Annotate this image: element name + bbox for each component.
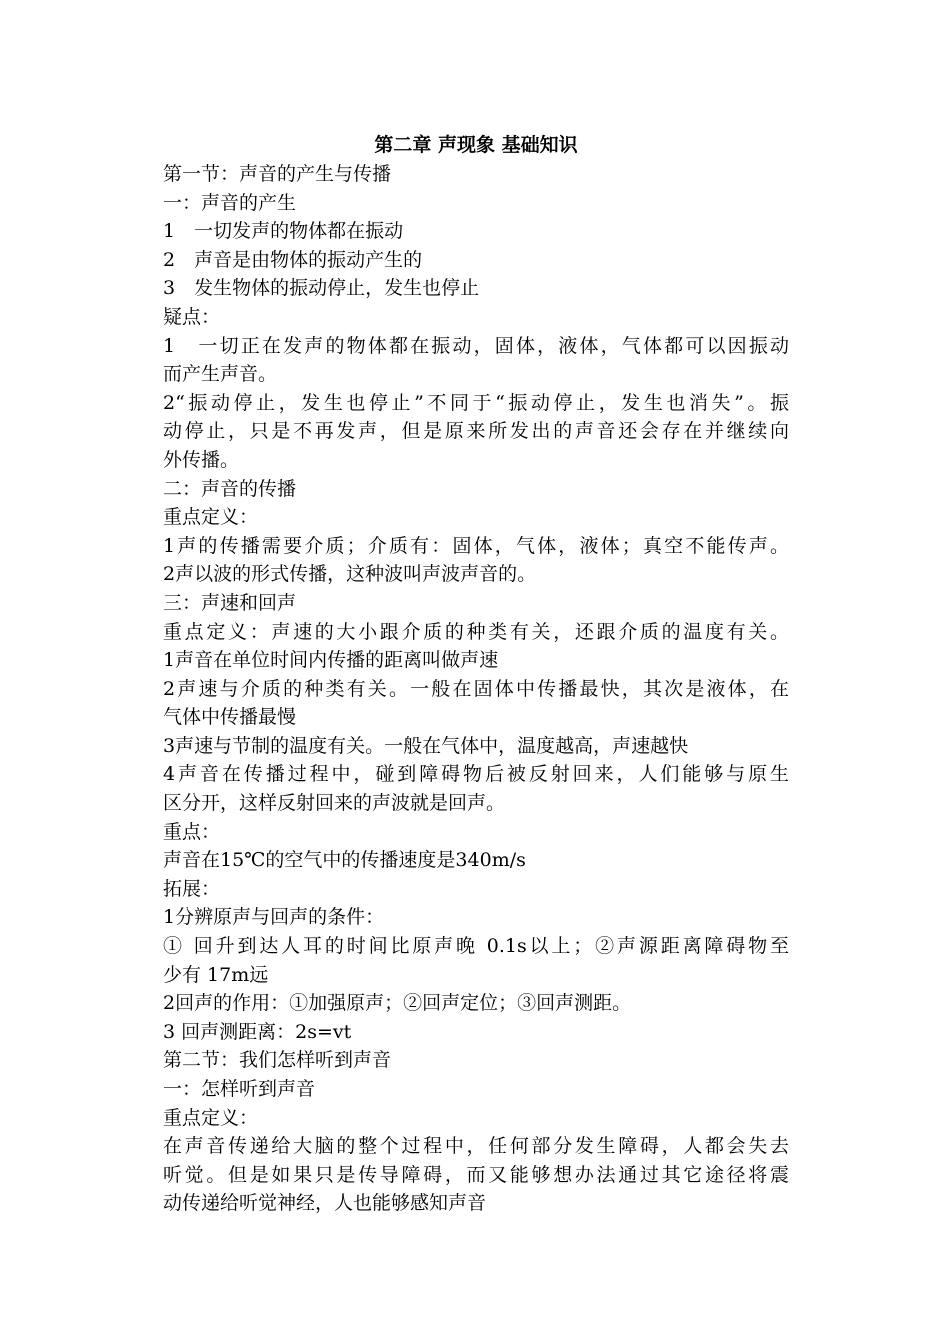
document-title: 第二章 声现象 基础知识 — [374, 134, 578, 156]
section-heading: 第二节：我们怎样听到声音 — [163, 1049, 392, 1072]
text-line: 1声的传播需要介质；介质有：固体，气体，液体；真空不能传声。 — [163, 534, 789, 557]
text-line: 动传递给听觉神经，人也能够感知声音 — [163, 1192, 487, 1215]
text-line: 1 一切正在发声的物体都在振动，固体，液体，气体都可以因振动 — [163, 334, 789, 357]
text-line: 1声音在单位时间内传播的距离叫做声速 — [163, 649, 499, 672]
text-line: 外传播。 — [163, 448, 240, 471]
text-line: 声音在15℃的空气中的传播速度是340m/s — [163, 849, 526, 872]
text-line: 2声速与介质的种类有关。一般在固体中传播最快，其次是液体，在 — [163, 677, 789, 700]
label-line: 重点定义： — [163, 1106, 259, 1129]
subsection-heading: 一：声音的产生 — [163, 191, 297, 214]
text-line: 在声音传递给大脑的整个过程中，任何部分发生障碍，人都会失去 — [163, 1135, 789, 1158]
label-line: 疑点： — [163, 305, 221, 328]
subsection-heading: 三：声速和回声 — [163, 591, 297, 614]
text-line: 4声音在传播过程中，碰到障碍物后被反射回来，人们能够与原生 — [163, 763, 789, 786]
section-heading: 第一节：声音的产生与传播 — [163, 163, 392, 185]
document-page — [163, 130, 789, 1218]
text-line: 听觉。但是如果只是传导障碍，而又能够想办法通过其它途径将震 — [163, 1163, 789, 1186]
label-line: 重点定义： — [163, 506, 259, 529]
text-line: 2 声音是由物体的振动产生的 — [163, 248, 423, 271]
label-line: 重点： — [163, 820, 221, 843]
text-line: 动停止，只是不再发声，但是原来所发出的声音还会存在并继续向 — [163, 420, 789, 443]
text-line: 1分辨原声与回声的条件： — [163, 906, 385, 929]
text-line: 少有 17m远 — [163, 963, 269, 986]
text-line: ① 回升到达人耳的时间比原声晚 0.1s以上；②声源距离障碍物至 — [163, 935, 789, 958]
text-line: 2声以波的形式传播，这种波叫声波声音的。 — [163, 563, 537, 586]
text-line: 3声速与节制的温度有关。一般在气体中，温度越高，声速越快 — [163, 734, 689, 757]
text-line: 1 一切发声的物体都在振动 — [163, 220, 404, 243]
label-line: 拓展： — [163, 877, 221, 900]
text-line: 气体中传播最慢 — [163, 706, 297, 729]
subsection-heading: 一：怎样听到声音 — [163, 1078, 316, 1100]
text-line: 2“振动停止，发生也停止”不同于“振动停止，发生也消失”。振 — [163, 391, 789, 414]
text-line: 3 回声测距离：2s=vt — [163, 1020, 352, 1043]
text-line: 而产生声音。 — [163, 363, 278, 386]
text-line: 重点定义：声速的大小跟介质的种类有关，还跟介质的温度有关。 — [163, 620, 789, 643]
text-line: 区分开，这样反射回来的声波就是回声。 — [163, 792, 506, 815]
subsection-heading: 二：声音的传播 — [163, 477, 297, 500]
text-line: 2回声的作用：①加强原声；②回声定位；③回声测距。 — [163, 992, 632, 1015]
text-line: 3 发生物体的振动停止，发生也停止 — [163, 277, 480, 300]
